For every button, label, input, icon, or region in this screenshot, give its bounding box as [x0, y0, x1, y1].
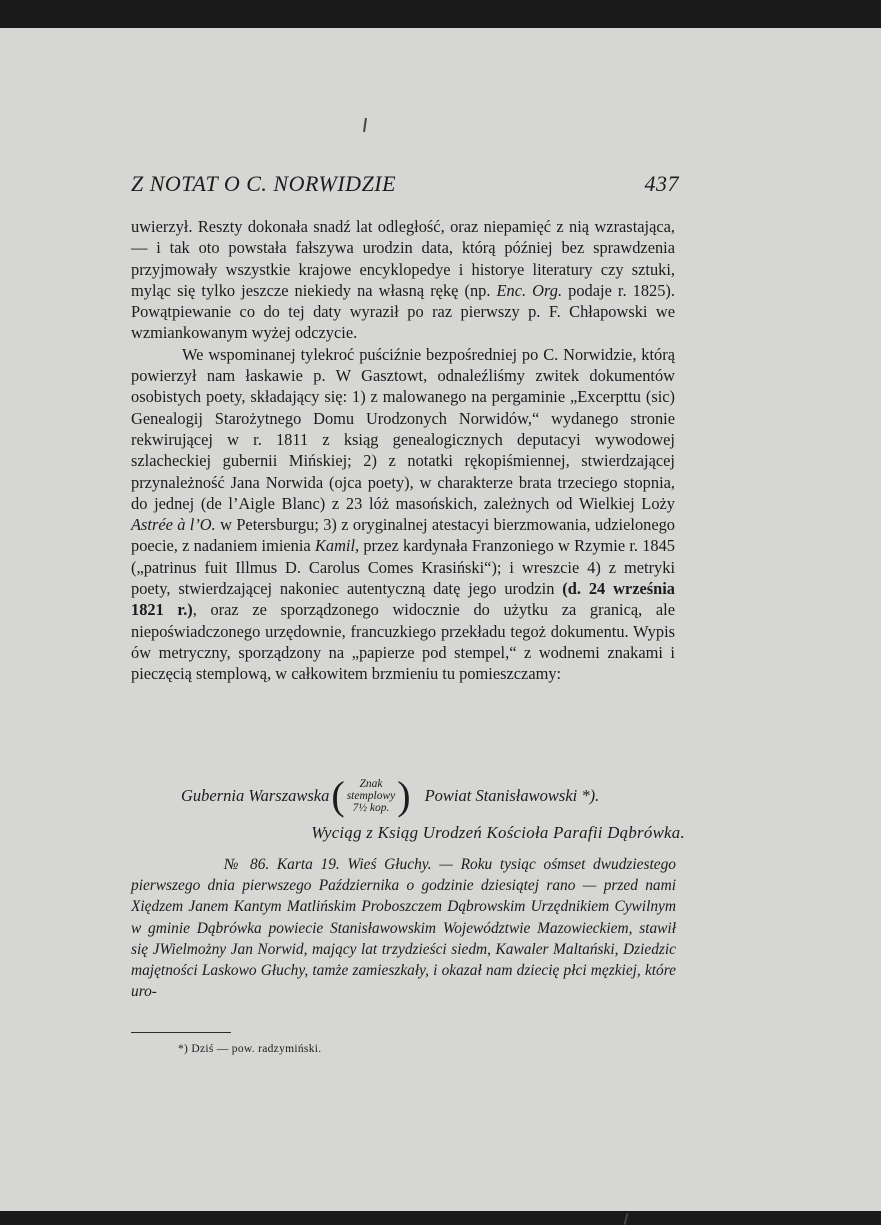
stamp-line: stemplowy	[346, 790, 396, 802]
paragraph	[131, 344, 675, 685]
footnote-rule	[131, 1032, 231, 1033]
text-run: We wspominanej tylekroć puściźnie bezpośredniej po C. Norwidzie, którą powierzył nam łaskawie p. W Gasztowt, odnaleźliśmy zwitek dokumentów osobistych poety, składający się: 1) z malowanego na pergaminie „Excerpttu (sic) Genealogij Starożytnego Domu Urodzonych Norwidów,“ wydanego stronie rekwirującej w r. 1811 z ksiąg genealogicznych deputacyi wywodowej szlacheckiej gubernii Mińskiej; 2) z notatki rękopiśmiennej, stwierdzającej przynależność Jana Norwida (ojca poety), w charakterze brata trzeciego stopnia, do jednej (de l’Aigle Blanc) z 23 lóż masońskich, zależnych od Wielkiej Loży	[131, 344, 675, 513]
text-run: przez kardynała Franzoniego w Rzymie r. 1845 („patrinus fuit Illmus D. Carolus Comes Krasiński“); i wreszcie 4) z metryki poety, stwierdzającej nakoniec autentyczną datę jego urodzin	[131, 536, 675, 599]
text-run: , oraz ze sporządzonego widocznie do użytku za granicą, ale niepoświadczonego urzędownie, francuzkiego przekładu tegoż dokumentu. Wypis ów metryczny, sporządzony na „papierze pod stempel,“ z wodnemi znakami i pieczęcią stemplową, w całkowitem brzmieniu tu pomieszczamy:	[131, 600, 675, 684]
powiat-label: Powiat Stanisławowski *).	[424, 786, 600, 805]
italic-text: Kamil,	[314, 536, 360, 556]
footnote: *) Dziś — pow. radzymiński.	[178, 1043, 322, 1055]
text-run: w Petersburgu; 3) z oryginalnej atestacyi bierzmowania, udzielonego poecie, z nadaniem imienia	[131, 515, 675, 556]
italic-text: Astrée à l’O.	[131, 515, 216, 535]
running-title: Z NOTAT O C. NORWIDZIE	[131, 171, 397, 196]
gubernia-label: Gubernia Warszawska	[181, 786, 330, 805]
stamp-line: Znak	[359, 778, 383, 790]
bold-text: (d. 24 września 1821 r.)	[131, 579, 675, 620]
extract-title: Wyciąg z Ksiąg Urodzeń Kościoła Parafii Dąbrówka.	[311, 823, 685, 842]
text-run: podaje r. 1825). Powątpiewanie co do tej daty wyraził po raz pierwszy p. F. Chłapowski we wzmiankowanym wyżej odczycie.	[131, 280, 675, 343]
stray-mark	[363, 118, 367, 132]
text-run: uwierzył. Reszty dokonała snadź lat odległość, oraz niepamięć z nią wzrastająca, — i tak oto powstała fałszywa urodzin data, którą później bez sprawdzenia przyjmowały wszystkie krajowe encyklopedye i historye literatury czy sztuki, myląc się tylko jeszcze niekiedy na własną rękę (np.	[131, 217, 675, 300]
page-number: 437	[644, 171, 679, 196]
paragraph	[131, 216, 675, 344]
birth-record-text: № 86. Karta 19. Wieś Głuchy. — Roku tysiąc ośmset dwudziestego pierwszego dnia pierwszego Października o godzinie dziesiątej rano — przed nami Xiędzem Janem Kantym Matlińskim Proboszczem Dąbrowskim Urzędnikiem Cywilnym w gminie Dąbrówka powiecie Stanisławowskim Województwie Mazowieckiem, stawił się JWielmożny Jan Norwid, mający lat trzydzieści siedm, Kawaler Maltański, Dziedzic majętności Laskowo Głuchy, tamże zamieszkały, i okazał nam dziecię płci męzkiej, które uro-	[131, 856, 676, 1001]
scanned-page	[0, 28, 881, 1211]
italic-text: Enc. Org.	[496, 280, 563, 300]
form-heading	[181, 773, 681, 818]
running-header	[131, 171, 679, 197]
body-text	[131, 216, 675, 685]
stamp-marking: ( Znak stemplowy 7½ kop. )	[331, 773, 411, 818]
stamp-line: 7½ kop.	[352, 802, 390, 814]
stray-mark	[623, 1213, 628, 1225]
